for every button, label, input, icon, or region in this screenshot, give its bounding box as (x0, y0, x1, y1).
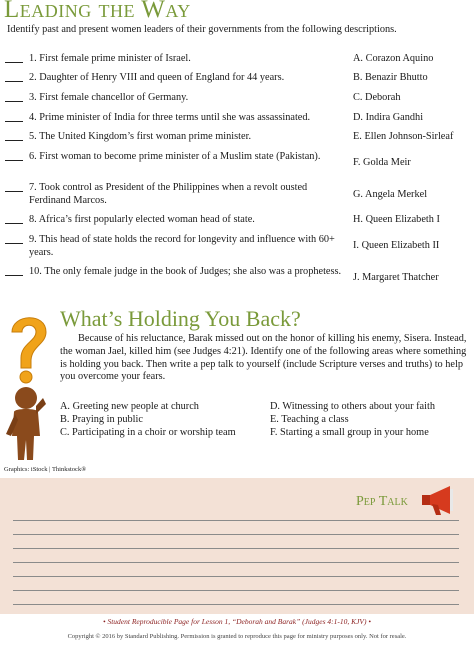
question-mark-person-figure (0, 308, 58, 466)
instructions: Identify past and present women leaders of their governments from the following descriptions. (7, 24, 397, 35)
writing-line[interactable] (13, 562, 459, 563)
writing-line[interactable] (13, 590, 459, 591)
question-item: 6. First woman to become prime minister of a Muslim state (Pakistan). (5, 151, 350, 179)
megaphone-icon (420, 484, 464, 520)
answer-blank[interactable] (5, 182, 23, 192)
section-paragraph: Because of his reluctance, Barak missed out on the honor of killing his enemy, Sisera. Instead, the woman Jael, killed him (see Judges 4:21). Identify one of the following areas where something is holding you back. Then write a pep talk to yourself (include Scripture verses and truths) to help you overcome your fears. (60, 333, 467, 383)
answer-option: J. Margaret Thatcher (353, 272, 439, 283)
writing-line[interactable] (13, 576, 459, 577)
answer-blank[interactable] (5, 112, 23, 122)
answer-blank[interactable] (5, 92, 23, 102)
question-item: 10. The only female judge in the book of Judges; she also was a prophetess. (5, 266, 350, 294)
question-item: 8. Africa’s first popularly elected woman head of state. (5, 214, 350, 228)
area-option: C. Participating in a choir or worship team (60, 427, 236, 438)
footer-copyright: Copyright © 2016 by Standard Publishing. Permission is granted to reproduce this page for ministry purposes only. Not for resale. (67, 633, 407, 640)
answer-option: B. Benazir Bhutto (353, 72, 428, 83)
writing-line[interactable] (13, 534, 459, 535)
area-option: A. Greeting new people at church (60, 401, 199, 412)
answer-option: D. Indira Gandhi (353, 112, 424, 123)
answer-option: G. Angela Merkel (353, 189, 428, 200)
page-title: Leading the Way (4, 0, 191, 23)
answer-option: C. Deborah (353, 92, 401, 103)
answer-blank[interactable] (5, 72, 23, 82)
area-option: D. Witnessing to others about your faith (270, 401, 435, 412)
answer-blank[interactable] (5, 131, 23, 141)
answer-option: I. Queen Elizabeth II (353, 240, 440, 251)
answer-option: F. Golda Meir (353, 157, 411, 168)
graphics-credit: Graphics: iStock | Thinkstock® (4, 466, 87, 473)
question-mark-icon (12, 318, 46, 368)
answer-blank[interactable] (5, 266, 23, 276)
answer-blank[interactable] (5, 53, 23, 63)
answer-option: E. Ellen Johnson-Sirleaf (353, 131, 454, 142)
writing-line[interactable] (13, 520, 459, 521)
writing-line[interactable] (13, 604, 459, 605)
area-option: B. Praying in public (60, 414, 143, 425)
area-option: F. Starting a small group in your home (270, 427, 429, 438)
answer-blank[interactable] (5, 234, 23, 244)
writing-line[interactable] (13, 548, 459, 549)
pep-talk-title: Pep Talk (356, 494, 408, 509)
question-item: 1. First female prime minister of Israel. (5, 53, 350, 67)
area-option: E. Teaching a class (270, 414, 349, 425)
question-item: 4. Prime minister of India for three terms until she was assassinated. (5, 112, 350, 126)
question-item: 3. First female chancellor of Germany. (5, 92, 350, 106)
answer-option: H. Queen Elizabeth I (353, 214, 440, 225)
question-item: 2. Daughter of Henry VIII and queen of England for 44 years. (5, 72, 350, 86)
answer-option: A. Corazon Aquino (353, 53, 434, 64)
question-item: 7. Took control as President of the Philippines when a revolt ousted Ferdinand Marcos. (5, 182, 350, 210)
answer-blank[interactable] (5, 151, 23, 161)
section-title: What’s Holding You Back? (60, 306, 301, 331)
footer-lesson-line: • Student Reproducible Page for Lesson 1, “Deborah and Barak” (Judges 4:1-10, KJV) • (102, 617, 372, 626)
question-item: 5. The United Kingdom’s first woman prime minister. (5, 131, 350, 145)
question-item: 9. This head of state holds the record for longevity and influence with 60+ years. (5, 234, 350, 262)
answer-blank[interactable] (5, 214, 23, 224)
